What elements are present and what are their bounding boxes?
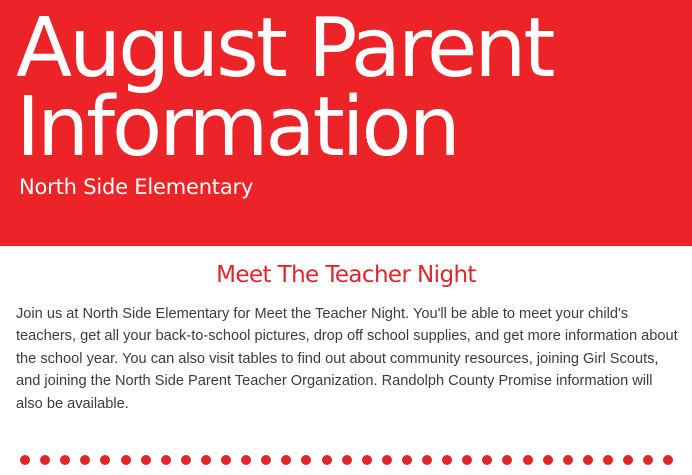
divider-dot bbox=[80, 455, 90, 465]
divider-dot bbox=[583, 455, 593, 465]
divider-dot bbox=[402, 455, 412, 465]
divider-dot bbox=[281, 455, 291, 465]
divider-dot bbox=[422, 455, 432, 465]
section-body-text: Join us at North Side Elementary for Meet the Teacher Night. You'll be able to meet your child's teachers, get all your back-to-school pictures, drop off school supplies, and get more information about the school year. You can also visit tables to find out about community resources, joining Girl Scouts, and joining the North Side Parent Teacher Organization. Randolph County Promise information will also be available. bbox=[16, 306, 678, 412]
divider-dot bbox=[462, 455, 472, 465]
divider-dot bbox=[121, 455, 131, 465]
divider-dot bbox=[141, 455, 151, 465]
divider-dot bbox=[502, 455, 512, 465]
page-title-line-2: Information bbox=[16, 80, 458, 175]
divider-dot bbox=[663, 455, 673, 465]
divider-dot bbox=[523, 455, 533, 465]
divider-dot bbox=[60, 455, 70, 465]
divider-dot bbox=[221, 455, 231, 465]
divider-dot bbox=[20, 455, 30, 465]
dotted-divider bbox=[0, 454, 692, 468]
divider-dot bbox=[643, 455, 653, 465]
page-title-line-1: August Parent bbox=[16, 1, 553, 96]
divider-dot bbox=[442, 455, 452, 465]
divider-dot bbox=[382, 455, 392, 465]
divider-dot bbox=[362, 455, 372, 465]
divider-dot bbox=[342, 455, 352, 465]
divider-dot bbox=[181, 455, 191, 465]
divider-dot bbox=[322, 455, 332, 465]
divider-dot bbox=[482, 455, 492, 465]
school-name-subtitle: North Side Elementary bbox=[19, 175, 254, 199]
divider-dot bbox=[201, 455, 211, 465]
divider-dot bbox=[301, 455, 311, 465]
divider-dot bbox=[603, 455, 613, 465]
section-heading: Meet The Teacher Night bbox=[216, 262, 476, 288]
divider-dot bbox=[40, 455, 50, 465]
divider-dot bbox=[261, 455, 271, 465]
divider-dot bbox=[543, 455, 553, 465]
divider-dot bbox=[241, 455, 251, 465]
divider-dot bbox=[563, 455, 573, 465]
divider-dot bbox=[623, 455, 633, 465]
divider-dot bbox=[100, 455, 110, 465]
divider-dot bbox=[161, 455, 171, 465]
